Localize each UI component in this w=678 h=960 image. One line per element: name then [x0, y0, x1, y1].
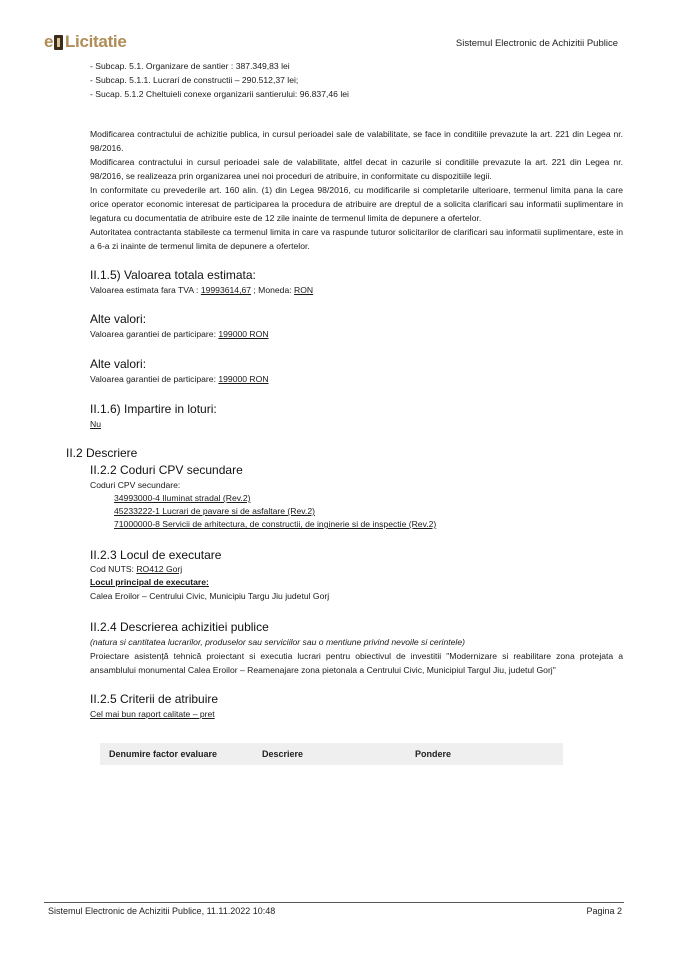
- section-heading: II.2.4 Descrierea achizitiei publice: [90, 620, 269, 634]
- subcap-line: - Sucap. 5.1.2 Cheltuieli conexe organizarii santierului: 96.837,46 lei: [90, 89, 349, 99]
- cpv-label: Coduri CPV secundare:: [90, 480, 181, 490]
- logo-wordmark: Licitatie: [64, 32, 127, 51]
- garantie-value: 199000 RON: [218, 374, 269, 384]
- section-heading: Alte valori:: [90, 312, 147, 326]
- section-heading: II.2 Descriere: [66, 446, 138, 460]
- section-alte-valori: [90, 356, 623, 386]
- elicitatie-logo: [44, 32, 127, 52]
- section-criterii: [90, 691, 623, 721]
- nuts-line: [90, 563, 623, 576]
- section-alte-valori: [90, 311, 623, 341]
- footer-divider: [44, 902, 624, 903]
- valoare-line: [90, 283, 623, 297]
- section-heading: II.2.2 Coduri CPV secundare: [90, 463, 243, 477]
- section-heading: II.2.3 Locul de executare: [90, 548, 222, 562]
- garantie-value: 199000 RON: [218, 329, 269, 339]
- cpv-item: 34993000-4 Iluminat stradal (Rev.2): [114, 493, 251, 503]
- section-descriere: [66, 445, 137, 461]
- subcap-line: - Subcap. 5.1.1. Lucrari de constructii – 290.512,37 lei;: [90, 75, 299, 85]
- logo-letter-e: e: [44, 32, 53, 51]
- nuts-label: Cod NUTS:: [90, 564, 137, 574]
- header-title: Sistemul Electronic de Achizitii Publice: [455, 38, 618, 49]
- logo-mark-icon: [54, 35, 63, 50]
- criterii-value: Cel mai bun raport calitate – pret: [90, 709, 215, 719]
- locul-principal-label: Locul principal de executare:: [90, 577, 209, 587]
- paragraph: Modificarea contractului in cursul perioadei sale de valabilitate, altfel decat in cazurile si conditiile prevazute la art. 221 din Legea nr. 98/2016, se realizeaza prin organizarea unei noi proceduri de atribuire, in conformitate cu dispozitiile legii.: [90, 157, 623, 181]
- moneda-value: RON: [294, 285, 314, 295]
- conditions-paragraphs: [90, 127, 623, 253]
- descrierea-note: (natura si cantitatea lucrarilor, produselor sau serviciilor sau o mentiune privind nevoile si cerintele): [90, 637, 465, 647]
- column-header: Descriere: [262, 749, 304, 759]
- descrierea-text: Proiectare asistență tehnică proiectant si executia lucrari pentru obiectivul de investitii "Modernizare si reabilitare zona protejata a ansamblului monumental Calea Eroilor – Reamenajare zona pietonala a Centrului Civic, Municipiul Targul Jiu, judetul Gorj": [90, 651, 623, 675]
- valoare-amount: 19993614,67: [200, 285, 252, 295]
- garantie-line: [90, 327, 623, 341]
- criteria-table-header: [100, 743, 563, 765]
- subcap-list: [90, 59, 623, 101]
- page-header: [44, 32, 624, 58]
- section-descrierea: [90, 619, 623, 677]
- garantie-label: Valoarea garantiei de participare:: [90, 329, 219, 339]
- cpv-item: 45233222-1 Lucrari de pavare si de asfaltare (Rev.2): [114, 506, 315, 516]
- garantie-line: [90, 372, 623, 386]
- paragraph: Autoritatea contractanta stabileste ca termenul limita in care va raspunde tuturor solicitarilor de clarificari sau informatii suplimentare, este in a 6-a zi inainte de termenul limita de depunere a ofertelor.: [90, 227, 623, 251]
- section-loturi: [90, 401, 623, 431]
- subcap-line: - Subcap. 5.1. Organizare de santier : 387.349,83 lei: [90, 61, 290, 71]
- paragraph: Modificarea contractului de achizitie publica, in cursul perioadei sale de valabilitate, se face in conditiile prevazute la art. 221 din Legea nr. 98/2016.: [90, 129, 623, 153]
- section-cpv: [90, 462, 623, 531]
- moneda-label: ; Moneda:: [251, 285, 295, 295]
- nuts-value: RO412 Gorj: [136, 564, 183, 574]
- section-locul: [90, 547, 623, 603]
- locul-principal-value: Calea Eroilor – Centrului Civic, Municipiu Targu Jiu judetul Gorj: [90, 591, 330, 601]
- section-heading: II.2.5 Criterii de atribuire: [90, 692, 219, 706]
- section-heading: II.1.5) Valoarea totala estimata:: [90, 268, 256, 282]
- column-header: Pondere: [415, 749, 452, 759]
- garantie-label: Valoarea garantiei de participare:: [90, 374, 219, 384]
- section-valoare: [90, 267, 623, 297]
- valoare-label: Valoarea estimata fara TVA :: [90, 285, 201, 295]
- footer-source: Sistemul Electronic de Achizitii Publice, 11.11.2022 10:48: [48, 906, 276, 916]
- paragraph: In conformitate cu prevederile art. 160 alin. (1) din Legea 98/2016, cu modificarile si completarile ulterioare, termenul limita pana la care orice operator economic interesat de participarea la procedura de atribuire are dreptul de a solicita clarificari sau informatii suplimentare in legatura cu documentatia de atribuire este de 12 zile inainte de termenul limita de depunere a ofertelor.: [90, 185, 623, 223]
- page-number: Pagina 2: [586, 906, 622, 916]
- loturi-value: Nu: [90, 419, 101, 429]
- section-heading: II.1.6) Impartire in loturi:: [90, 402, 217, 416]
- column-header: Denumire factor evaluare: [109, 749, 218, 759]
- section-heading: Alte valori:: [90, 357, 147, 371]
- cpv-list: [114, 492, 623, 531]
- cpv-item: 71000000-8 Servicii de arhitectura, de constructii, de inginerie si de inspectie (Rev.2): [114, 519, 437, 529]
